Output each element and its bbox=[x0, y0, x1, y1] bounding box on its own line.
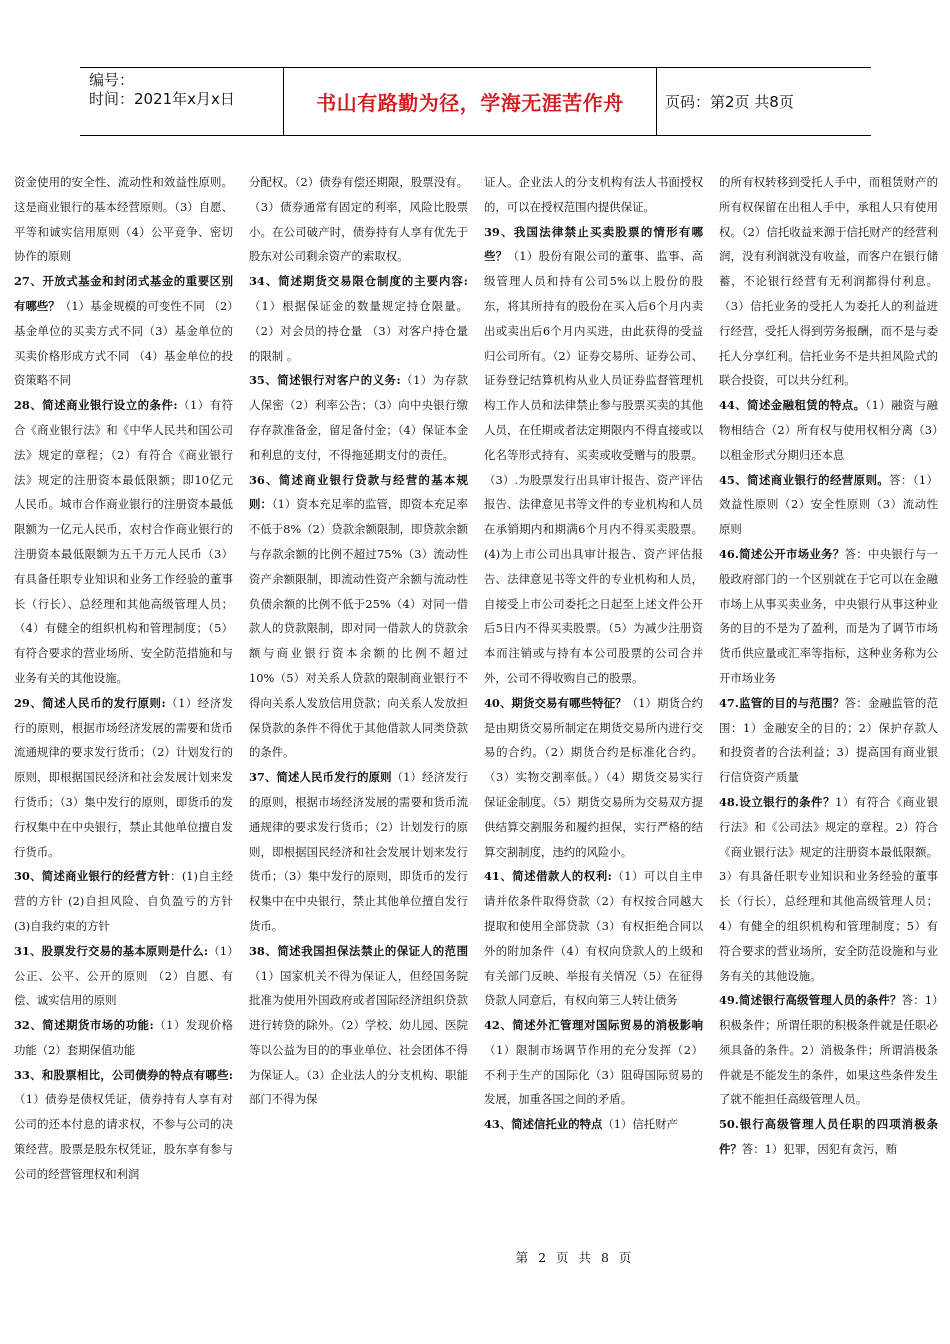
text-column-4 bbox=[719, 170, 938, 1240]
answer-text: 答：1）犯罪，因犯有贪污，贿 bbox=[741, 1142, 898, 1157]
paragraph bbox=[484, 864, 703, 1013]
question-heading: 38、简述我国担保法禁止的保证人的范围 bbox=[249, 943, 468, 958]
page-header bbox=[80, 67, 871, 136]
paragraph bbox=[249, 765, 468, 939]
answer-text: （1）期货合约是由期货交易所制定在期货交易所内进行交易的合约。（2）期货合约是标准化合约。（3）实物交割率低。）（4）期货交易实行保证金制度。（5）期货交易所为交易双方提供结算交割服务和履约担保，实行严格的结算交割制度，违约的风险小。 bbox=[484, 695, 703, 859]
answer-text: （1）为存款人保密（2）利率公告；（3）向中央银行缴存存款准备金，留足备付金；（4）保证本金和利息的支付，不得拖延期支付的责任。 bbox=[249, 373, 468, 462]
question-heading: 43、简述信托业的特点 bbox=[484, 1117, 603, 1132]
question-heading: 47.监管的目的与范围？ bbox=[719, 695, 845, 710]
header-meta bbox=[80, 68, 283, 135]
answer-text: （1）有符合《商业银行法》和《中华人民共和国公司法》规定的章程；（2）有符合《商业银行法》规定的注册资本最低限额；即10亿元人民币。城市合作商业银行的注册资本最低限额为一亿元人民币，农村合作商业银行的注册资本最低限额为五千万元人民币（3）有具备任职专业知识和业务工作经验的董事长（行长）、总经理和其他高级管理人员；（4）有健全的组织机构和管理制度；（5）有符合要求的营业场所、安全防范措施和与业务有关的其他设施。 bbox=[14, 398, 233, 685]
paragraph bbox=[484, 1013, 703, 1112]
question-heading: 29、简述人民币的发行原则: bbox=[14, 695, 166, 710]
question-heading: 36、简述商业银行贷款与经营的基本规则： bbox=[249, 472, 468, 512]
text-column-2 bbox=[249, 170, 468, 1240]
paragraph bbox=[14, 691, 233, 865]
header-motto: 书山有路勤为径，学海无涯苦作舟 bbox=[283, 68, 657, 135]
question-heading: 50.银行高级管理人员任职的四项消极条件？ bbox=[719, 1117, 938, 1157]
question-heading: 46.简述公开市场业务？ bbox=[719, 546, 845, 561]
paragraph bbox=[719, 790, 938, 988]
paragraph bbox=[719, 988, 938, 1112]
question-heading: 37、简述人民币发行的原则 bbox=[249, 770, 392, 785]
answer-text: （1）限制市场调节作用的充分发挥（2）不利于生产的国际化（3）阻碍国际贸易的发展，加重各国之间的矛盾。 bbox=[484, 1042, 703, 1107]
paragraph bbox=[719, 393, 938, 467]
paragraph bbox=[719, 468, 938, 542]
answer-text: （1）融资与融物相结合（2）所有权与使用权相分离（3）以租金形式分期归还本息 bbox=[719, 398, 938, 462]
question-heading: 45、简述商业银行的经营原则。 bbox=[719, 472, 890, 487]
paragraph bbox=[14, 393, 233, 691]
paragraph bbox=[249, 269, 468, 368]
answer-text: （1）公正、公平、公开的原则 （2）自愿、有偿、诚实信用的原则 bbox=[14, 943, 233, 1008]
question-heading: 33、和股票相比，公司债券的特点有哪些: bbox=[14, 1067, 233, 1082]
answer-text: （1）资本充足率的监管，即资本充足率不低于8%（2）贷款余额限制，即贷款余额与存款余额的比例不超过75%（3）流动性资产余额限制，即流动性资产余额与流动性负债余额的比例不低于25%（4）对同一借款人的贷款限制，即对同一借款人的贷款余额与商业银行资本余额的比例不超过10%（5）对关系人贷款的限制商业银行不得向关系人发放信用贷款；向关系人发放担保贷款的条件不得优于其他借款人同类贷款的条件。 bbox=[249, 497, 468, 760]
question-heading: 41、简述借款人的权利: bbox=[484, 869, 612, 884]
question-heading: 35、简述银行对客户的义务: bbox=[249, 373, 401, 388]
paragraph bbox=[14, 269, 233, 393]
question-heading: 48.设立银行的条件？ bbox=[719, 794, 836, 809]
question-heading: 44、简述金融租赁的特点。 bbox=[719, 398, 866, 413]
question-heading: 39、我国法律禁止买卖股票的情形有哪些？ bbox=[484, 224, 703, 264]
paragraph bbox=[14, 170, 233, 269]
answer-text: （1）根据保证金的数量规定持仓限量。（2）对会员的持仓量 （3）对客户持仓量的限制 。 bbox=[249, 298, 468, 363]
paragraph bbox=[719, 691, 938, 790]
question-heading: 32、简述期货市场的功能: bbox=[14, 1018, 154, 1033]
paragraph bbox=[14, 864, 233, 938]
paragraph bbox=[249, 170, 468, 269]
question-heading: 28、简述商业银行设立的条件: bbox=[14, 398, 178, 413]
paragraph bbox=[484, 170, 703, 220]
question-heading: 40、期货交易有哪些特征？ bbox=[484, 695, 627, 710]
document-time-label: 时间：2021年x月x日 bbox=[89, 90, 235, 108]
question-heading: 34、简述期货交易限仓制度的主要内容: bbox=[249, 274, 468, 289]
answer-text: 1）有符合《商业银行法》和《公司法》规定的章程。2）符合《商业银行法》规定的注册资本最低限额。3）有具备任职专业知识和业务经验的董事长（行长），总经理和其他高级管理人员；4）有健全的组织机构和管理制度；5）有符合要求的营业场所，安全防范设施和与业务有关的其他设施。 bbox=[719, 794, 938, 983]
answer-text: 答：（1）效益性原则（2）安全性原则（3）流动性原则 bbox=[719, 472, 938, 537]
paragraph bbox=[14, 1063, 233, 1187]
paragraph bbox=[249, 939, 468, 1113]
answer-text: （1）信托财产 bbox=[602, 1117, 678, 1132]
question-heading: 49.简述银行高级管理人员的条件？ bbox=[719, 993, 902, 1008]
paragraph bbox=[249, 468, 468, 766]
answer-text: 分配权。（2）债券有偿还期限，股票没有。（3）债券通常有固定的利率，风险比股票小。在公司破产时，债券持有人享有优先于股东对公司剩余资产的索取权。 bbox=[249, 175, 468, 264]
paragraph bbox=[484, 691, 703, 865]
answer-text: （1）股份有限公司的董事、监事、高级管理人员和持有公司5%以上股份的股东，将其所持有的股份在买入后6个月内卖出或卖出后6个月内买进，由此获得的受益归公司所有。（2）证券交易所、证券公司、证券登记结算机构从业人员证券监督管理机构工作人员和法律禁止参与股票买卖的其他人员，在任期或者法定期限内不得直接或以化名等形式持有、买卖或收受赠与的股票。（3）.为股票发行出具审计报告、资产评估报告、法律意见书等文件的专业机构和人员在承销期内和期满6个月内不得买卖股票。(4)为上市公司出具审计报告、资产评估报告、法律意见书等文件的专业机构和人员，自接受上市公司委托之日起至上述文件公开后5日内不得买卖股票。（5）为减少注册资本而注销或与持有本公司股票的公司合并外，公司不得收购自己的股票。 bbox=[484, 249, 703, 685]
paragraph bbox=[14, 939, 233, 1013]
paragraph bbox=[719, 170, 938, 393]
paragraph bbox=[14, 1013, 233, 1063]
answer-text: ：(1)自主经营的方针 (2)自担风险、自负盈亏的方针 (3)自我约束的方针 bbox=[14, 869, 233, 933]
answer-text: （1）国家机关不得为保证人，但经国务院批准为使用外国政府或者国际经济组织贷款进行转贷的除外。（2）学校、幼儿园、医院等以公益为目的的事业单位、社会团体不得为保证人。（3）企业法人的分支机构、职能部门不得为保 bbox=[249, 968, 468, 1107]
question-heading: 30、简述商业银行的经营方针 bbox=[14, 869, 171, 884]
answer-text: （1）发现价格功能（2）套期保值功能 bbox=[14, 1018, 233, 1057]
paragraph bbox=[719, 542, 938, 691]
answer-text: 资金使用的安全性、流动性和效益性原则。这是商业银行的基本经营原则。（3）自愿、平等和诚实信用原则（4）公平竞争、密切协作的原则 bbox=[14, 175, 233, 264]
answer-text: 答：金融监管的范围：1）金融安全的目的；2）保护存款人和投资者的合法利益；3）提高国有商业银行信贷资产质量 bbox=[719, 695, 938, 785]
answer-text: 答：1）积极条件；所谓任职的积极条件就是任职必须具备的条件。2）消极条件；所谓消极条件就是不能发生的条件，如果这些条件发生了就不能担任高级管理人员。 bbox=[719, 993, 938, 1107]
paragraph bbox=[719, 1112, 938, 1162]
answer-text: （1）债券是债权凭证，债券持有人享有对公司的还本付息的请求权，不参与公司的决策经营。股票是股东权凭证，股东享有参与公司的经营管理权和利润 bbox=[14, 1092, 233, 1181]
page-footer: 第 2 页 共 8 页 bbox=[515, 1250, 635, 1265]
text-column-1 bbox=[14, 170, 233, 1240]
document-number-label: 编号： bbox=[89, 71, 135, 89]
answer-text: 答：中央银行与一般政府部门的一个区别就在于它可以在金融市场上从事买卖业务，中央银行从事这种业务的目的不是为了盈利，而是为了调节市场货币供应量或汇率等指标，这种业务称为公开市场业务 bbox=[719, 546, 938, 685]
question-heading: 27、开放式基金和封闭式基金的重要区别有哪些？ bbox=[14, 274, 233, 313]
header-page-label: 页码：第2页 共8页 bbox=[665, 93, 794, 111]
answer-text: （1）基金规模的可变性不同 （2）基金单位的买卖方式不同（3）基金单位的买卖价格形成方式不同 （4）基金单位的投资策略不同 bbox=[14, 298, 233, 388]
answer-text: （1）可以自主申请并依条件取得贷款（2）有权按合同越大提取和使用全部贷款（3）有权拒绝合同以外的附加条件（4）有权向贷款人的上级和有关部门反映、举报有关情况（5）在征得贷款人同意后，有权向第三人转让债务 bbox=[484, 869, 703, 1008]
text-column-3 bbox=[484, 170, 703, 1240]
answer-text: 的所有权转移到受托人手中，而租赁财产的所有权保留在出租人手中，承租人只有使用权。（2）信托收益来源于信托财产的经营利润，没有利润就没有收益，而客户在银行储蓄，不论银行经营有无利润都得付利息。（3）信托业务的受托人为委托人的利益进行经营，受托人得到劳务报酬，而不是与委托人分享红利。信托业务不是共担风险式的联合投资，可以共分红利。 bbox=[719, 175, 938, 388]
paragraph bbox=[484, 220, 703, 691]
question-heading: 42、简述外汇管理对国际贸易的消极影响 bbox=[484, 1018, 703, 1033]
paragraph bbox=[249, 368, 468, 467]
question-heading: 31、股票发行交易的基本原则是什么: bbox=[14, 943, 209, 958]
answer-text: （1）经济发行的原则，根据市场经济发展的需要和货币流通规律的要求发行货币；（2）计划发行的原则，即根据国民经济和社会发展计划来发行货币；（3）集中发行的原则，即货币的发行权集中在中央银行，禁止其他单位擅自发行货币。 bbox=[249, 770, 468, 933]
answer-text: （1）经济发行的原则，根据市场经济发展的需要和货币流通规律的要求发行货币；（2）计划发行的原则，即根据国民经济和社会发展计划来发行货币；（3）集中发行的原则，即货币的发行权集中在中央银行，禁止其他单位擅自发行货币。 bbox=[14, 695, 233, 859]
answer-text: 证人。企业法人的分支机构有法人书面授权的，可以在授权范围内提供保证。 bbox=[484, 175, 703, 214]
paragraph bbox=[484, 1112, 703, 1137]
body-columns bbox=[14, 170, 938, 1240]
